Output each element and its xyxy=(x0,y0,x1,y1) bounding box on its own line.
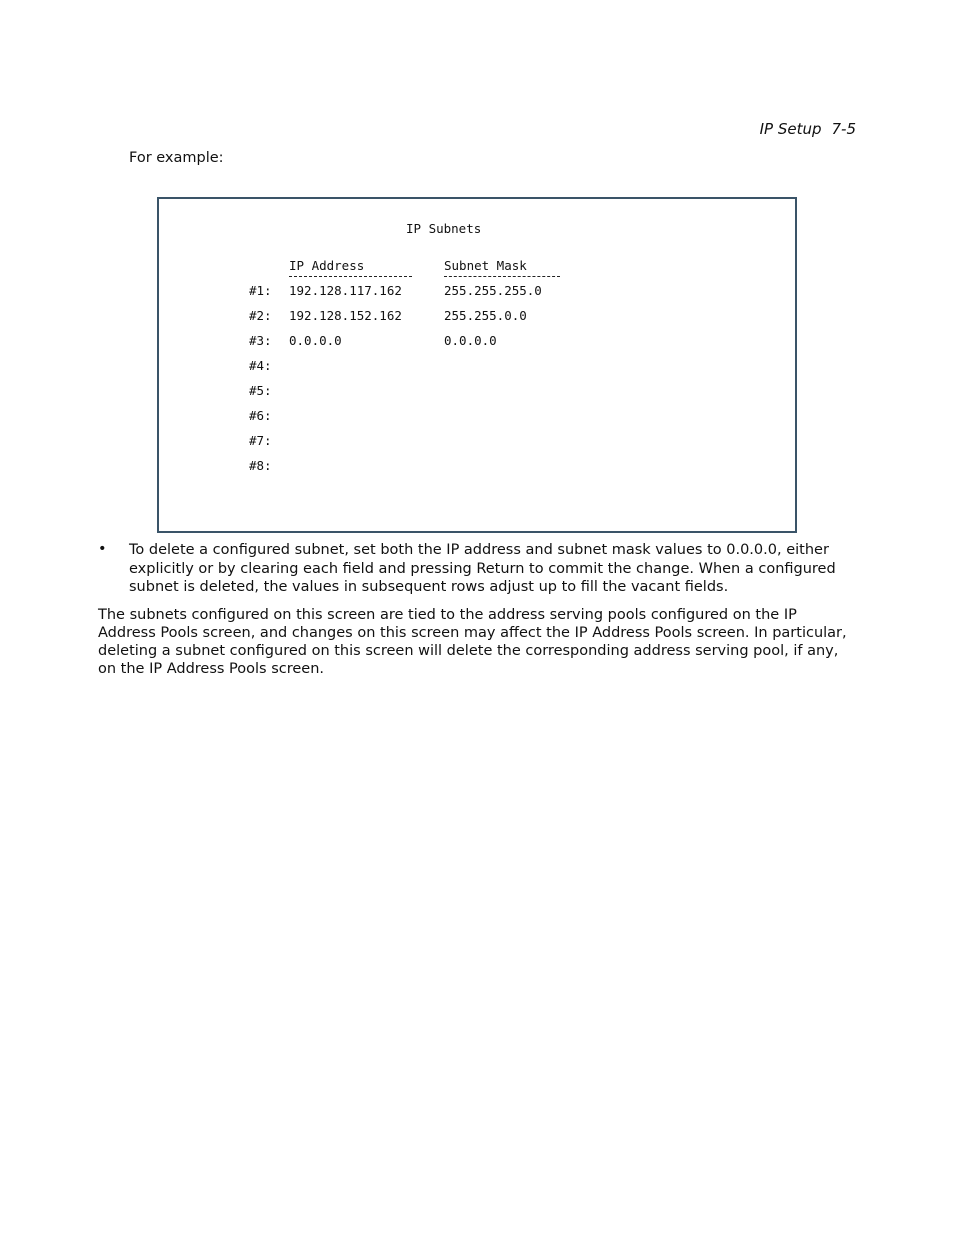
body-paragraph: The subnets configured on this screen are tied to the address serving pools configured on the IP Address Pools screen, and changes on this screen may affect the IP Address Pools screen. In particular, deleting a subnet configured on this screen will delete the corresponding address serving pool, if any, on the IP Address Pools screen. xyxy=(98,607,847,677)
row-label: #3: xyxy=(249,333,272,348)
subnet-mask-field[interactable]: 0.0.0.0 xyxy=(444,333,497,348)
bullet-text: To delete a configured subnet, set both the IP address and subnet mask values to 0.0.0.0, either explicitly or by clearing each field and pressing Return to commit the change. When a configured subnet is deleted, the values in subsequent rows adjust up to fill the vacant fields. xyxy=(129,542,836,595)
row-label: #5: xyxy=(249,383,272,398)
subnet-mask-field[interactable]: 255.255.255.0 xyxy=(444,283,542,298)
subnet-mask-field[interactable]: 255.255.0.0 xyxy=(444,308,527,323)
running-header xyxy=(760,120,856,138)
ip-address-field[interactable]: 192.128.117.162 xyxy=(289,283,402,298)
row-label: #8: xyxy=(249,458,272,473)
row-label: #4: xyxy=(249,358,272,373)
row-label: #2: xyxy=(249,308,272,323)
header-section-title: IP Setup xyxy=(759,120,822,138)
bullet-marker: • xyxy=(98,541,107,557)
row-label: #6: xyxy=(249,408,272,423)
ip-address-field[interactable]: 0.0.0.0 xyxy=(289,333,342,348)
column-header-subnet-mask: Subnet Mask xyxy=(444,258,527,273)
ip-address-field[interactable]: 192.128.152.162 xyxy=(289,308,402,323)
intro-text: For example: xyxy=(129,150,224,166)
row-label: #1: xyxy=(249,283,272,298)
screen-title: IP Subnets xyxy=(406,221,482,236)
page-number: 7-5 xyxy=(831,120,856,138)
column-underline-ip xyxy=(289,276,412,277)
row-label: #7: xyxy=(249,433,272,448)
column-underline-mask xyxy=(444,276,560,277)
column-header-ip-address: IP Address xyxy=(289,258,365,273)
